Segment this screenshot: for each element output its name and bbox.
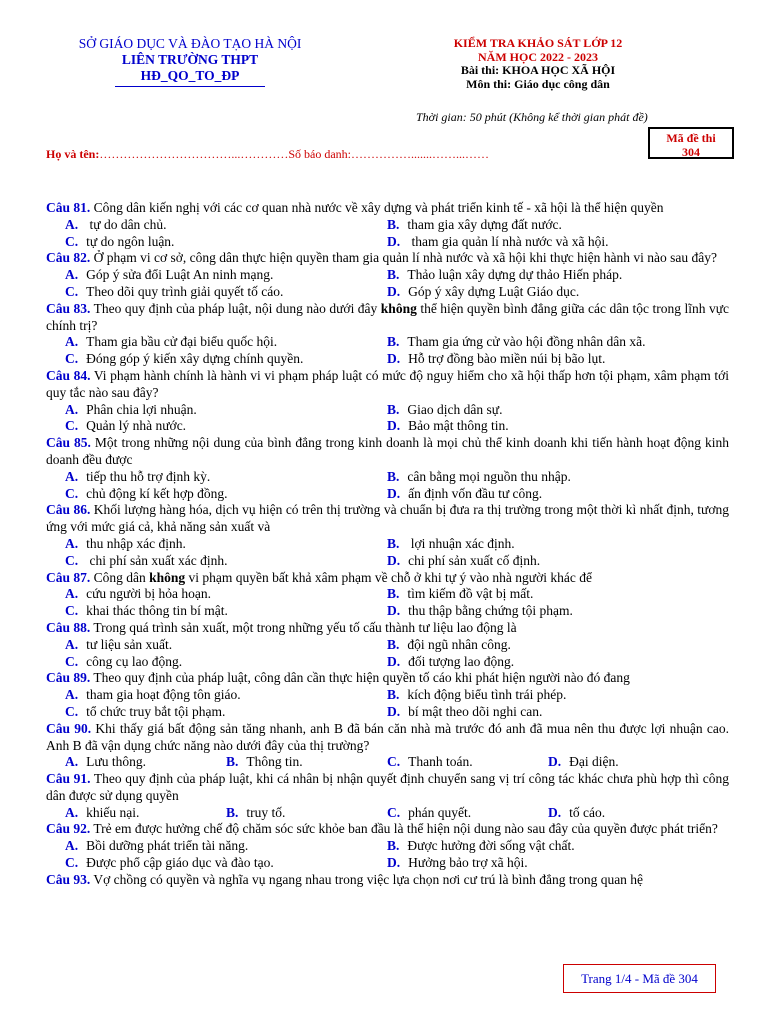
answer-option [65, 351, 303, 368]
question-number: Câu 86. [46, 502, 91, 518]
question-emphasis: không [149, 569, 186, 585]
option-row [46, 553, 729, 570]
question-stem [46, 620, 729, 637]
option-text: khiếu nại. [86, 804, 140, 820]
option-row [46, 754, 729, 771]
question-number: Câu 92. [46, 821, 91, 837]
option-letter: A. [65, 401, 79, 417]
option-text: khai thác thông tin bí mật. [86, 603, 228, 619]
option-row [46, 838, 729, 855]
question-number: Câu 84. [46, 367, 91, 383]
sbd-label: Số báo danh: [288, 147, 351, 161]
answer-option [387, 486, 542, 503]
exam-code-label: Mã đề thi [666, 131, 716, 145]
option-row [46, 351, 729, 368]
question-stem [46, 301, 729, 335]
answer-option [65, 553, 227, 570]
option-letter: D. [548, 804, 562, 820]
question-text: Khối lượng hàng hóa, dịch vụ hiện có trên thị trường và chuẩn bị đưa ra thị trường trong một thời kì nhất định, tương ứng với mức giá cả, khả năng sản xuất và [46, 502, 729, 535]
question-emphasis: không [380, 300, 417, 316]
option-row [46, 603, 729, 620]
answer-option [387, 754, 473, 771]
question-text: Một trong những nội dung của bình đẳng trong kinh doanh là mọi chủ thể kinh doanh khi tiến hành hoạt động kinh doanh đều được [46, 435, 729, 467]
option-text: chi phí sản xuất cố định. [408, 552, 541, 568]
option-row [46, 284, 729, 301]
option-letter: A. [65, 334, 79, 350]
option-text: Góp ý sửa đổi Luật An ninh mạng. [86, 267, 274, 283]
option-letter: B. [387, 401, 400, 417]
option-letter: C. [65, 855, 79, 871]
option-row [46, 687, 729, 704]
answer-option [387, 469, 571, 486]
option-text: Lưu thông. [86, 754, 146, 770]
answer-option [387, 351, 605, 368]
option-text: Giao dịch dân sự. [407, 401, 503, 417]
answer-option [387, 654, 514, 671]
option-text: Được hưởng đời sống vật chất. [407, 838, 575, 854]
answer-option [65, 418, 186, 435]
option-text: tự do ngôn luận. [86, 233, 175, 249]
option-row [46, 217, 729, 234]
answer-option [65, 855, 274, 872]
option-letter: A. [65, 838, 79, 854]
option-text: ấn định vốn đầu tư công. [408, 485, 543, 501]
question-stem [46, 502, 729, 536]
option-row [46, 855, 729, 872]
question-text: Vi phạm hành chính là hành vi vi phạm pháp luật có mức độ nguy hiểm cho xã hội thấp hơn tội phạm, xâm phạm tới quy tắc nào sau đây? [46, 367, 729, 400]
option-text: Thông tin. [246, 754, 303, 770]
option-letter: D. [387, 283, 401, 299]
option-letter: D. [387, 552, 401, 568]
sbd-blank: …………….......……...…… [351, 147, 489, 161]
option-letter: D. [387, 603, 401, 619]
question-stem [46, 435, 729, 469]
answer-option [226, 805, 285, 822]
question-number: Câu 81. [46, 200, 91, 215]
question-stem [46, 570, 729, 587]
option-letter: A. [65, 636, 79, 652]
option-row [46, 704, 729, 721]
exam-code: 304 [682, 145, 700, 159]
name-blank: ……………………………...………… [99, 147, 289, 161]
option-text: Thanh toán. [408, 754, 473, 770]
school-code: HĐ_QO_TO_ĐP [140, 68, 240, 83]
answer-option [65, 234, 174, 251]
question-number: Câu 88. [46, 619, 91, 635]
option-letter: D. [387, 351, 401, 367]
option-letter: A. [65, 267, 79, 283]
question-text: Trong quá trình sản xuất, một trong những yếu tố cấu thành tư liệu lao động là [90, 619, 517, 635]
option-letter: D. [387, 418, 401, 434]
answer-option [548, 754, 619, 771]
option-row [46, 402, 729, 419]
answer-option [387, 704, 542, 721]
option-text: phán quyết. [408, 804, 472, 820]
option-letter: C. [65, 552, 79, 568]
option-text: Theo dõi quy trình giải quyết tố cáo. [86, 283, 284, 299]
answer-option [65, 687, 241, 704]
answer-option [65, 654, 182, 671]
option-text: Hưởng bảo trợ xã hội. [408, 855, 528, 871]
question-number: Câu 89. [46, 670, 91, 686]
option-text: tư liệu sản xuất. [86, 636, 173, 652]
exam-code-box [648, 127, 734, 159]
option-text: tự do dân chủ. [86, 216, 167, 232]
answer-option [65, 637, 172, 654]
option-text: cứu người bị hỏa hoạn. [86, 586, 211, 602]
option-letter: D. [387, 703, 401, 719]
option-letter: C. [387, 804, 401, 820]
school-name: LIÊN TRƯỜNG THPT [121, 52, 259, 67]
question-text: Khi thấy giá bất động sản tăng nhanh, anh B đã bán căn nhà mà trước đó anh đã mua nên thu được lợi nhuận cao. Anh B đã vận dụng chức năng nào dưới đây của thị trường? [46, 720, 729, 753]
answer-option [65, 838, 248, 855]
option-letter: C. [65, 351, 79, 367]
answer-option [387, 586, 533, 603]
option-text: Hỗ trợ đồng bào miền núi bị bão lụt. [408, 351, 606, 367]
option-letter: D. [387, 233, 401, 249]
question-number: Câu 83. [46, 300, 91, 316]
option-letter: B. [387, 838, 400, 854]
option-text: Được phổ cập giáo dục và đào tạo. [86, 855, 274, 871]
question-stem [46, 771, 729, 805]
answer-option [387, 284, 579, 301]
option-letter: D. [548, 754, 562, 770]
option-text: tham gia quản lí nhà nước và xã hội. [408, 233, 609, 249]
question-text: Ở phạm vi cơ sở, công dân thực hiện quyền tham gia quản lí nhà nước và xã hội khi thực hiện hành vi nào sau đây? [90, 250, 717, 266]
option-letter: A. [65, 687, 79, 703]
option-text: tham gia xây dựng đất nước. [407, 216, 562, 232]
answer-option [387, 687, 566, 704]
option-text: bí mật theo dõi nghi can. [408, 703, 543, 719]
answer-option [387, 402, 502, 419]
answer-option [387, 536, 515, 553]
option-text: Phân chia lợi nhuận. [86, 401, 197, 417]
question-text: vi phạm quyền bất khả xâm phạm về chỗ ở khi tự ý vào nhà người khác để [185, 569, 592, 585]
option-text: thu nhập xác định. [86, 535, 186, 551]
option-text: Tham gia bầu cử đại biểu quốc hội. [86, 334, 278, 350]
option-row [46, 234, 729, 251]
option-letter: C. [65, 283, 79, 299]
subject-name: Môn thi: Giáo dục công dân [466, 76, 610, 91]
option-letter: D. [387, 653, 401, 669]
option-letter: C. [65, 485, 79, 501]
question-number: Câu 90. [46, 720, 92, 736]
option-letter: B. [387, 636, 400, 652]
question-text: Công dân kiến nghị với các cơ quan nhà nước về xây dựng và phát triển kinh tế - xã hội là thể hiện quyền [90, 200, 664, 215]
answer-option [387, 234, 609, 251]
option-row [46, 536, 729, 553]
time-limit: Thời gian: 50 phút (Không kể thời gian phát đề) [416, 110, 648, 124]
question-stem [46, 721, 729, 755]
answer-option [65, 334, 277, 351]
question-stem [46, 670, 729, 687]
question-text: Vợ chồng có quyền và nghĩa vụ ngang nhau trong việc lựa chọn nơi cư trú là bình đẳng trong quan hệ [90, 871, 644, 887]
answer-option [65, 603, 228, 620]
school-year: NĂM HỌC 2022 - 2023 [478, 49, 598, 64]
question-text: Theo quy định của pháp luật, công dân cần thực hiện quyền tố cáo khi phát hiện người nào đó đang [90, 670, 630, 686]
option-text: Thảo luận xây dựng dự thảo Hiến pháp. [407, 267, 623, 283]
option-row [46, 586, 729, 603]
option-text: tham gia hoạt động tôn giáo. [86, 687, 241, 703]
answer-option [387, 603, 573, 620]
option-text: chủ động kí kết hợp đồng. [86, 485, 228, 501]
answer-option [387, 418, 509, 435]
option-text: công cụ lao động. [86, 653, 183, 669]
option-letter: B. [387, 267, 400, 283]
candidate-info [46, 147, 489, 162]
option-row [46, 486, 729, 503]
answer-option [387, 838, 575, 855]
answer-option [387, 855, 528, 872]
header-right [408, 37, 668, 91]
question-number: Câu 91. [46, 771, 91, 787]
name-label: Họ và tên: [46, 147, 100, 161]
option-letter: A. [65, 586, 79, 602]
option-letter: C. [65, 703, 79, 719]
option-row [46, 334, 729, 351]
option-letter: A. [65, 804, 79, 820]
question-text: Trẻ em được hưởng chế độ chăm sóc sức khỏe ban đầu là thể hiện nội dung nào sau đây của quyền được phát triển? [90, 821, 718, 837]
option-row [46, 267, 729, 284]
option-text: Bảo mật thông tin. [408, 418, 509, 434]
answer-option [387, 637, 511, 654]
answer-option [65, 805, 139, 822]
option-text: lợi nhuận xác định. [407, 535, 515, 551]
option-text: đối tượng lao động. [408, 653, 515, 669]
option-letter: B. [226, 754, 239, 770]
option-letter: A. [65, 468, 79, 484]
option-text: cân bằng mọi nguồn thu nhập. [407, 468, 571, 484]
answer-option [65, 754, 146, 771]
test-name: Bài thi: KHOA HỌC XÃ HỘI [460, 63, 616, 77]
option-text: tố cáo. [569, 804, 606, 820]
question-stem [46, 200, 729, 217]
option-letter: C. [387, 754, 401, 770]
option-text: chi phí sản xuất xác định. [86, 552, 228, 568]
answer-option [387, 267, 622, 284]
option-letter: B. [387, 468, 400, 484]
option-letter: B. [387, 216, 400, 232]
option-text: Quản lý nhà nước. [86, 418, 187, 434]
answer-option [65, 704, 225, 721]
question-number: Câu 82. [46, 250, 91, 266]
option-row [46, 637, 729, 654]
option-text: truy tố. [246, 804, 286, 820]
header-divider [115, 86, 265, 87]
option-text: tiếp thu hỗ trợ định kỳ. [86, 468, 211, 484]
option-text: Đại diện. [569, 754, 619, 770]
option-letter: C. [65, 418, 79, 434]
option-text: thu thập bằng chứng tội phạm. [408, 603, 573, 619]
answer-option [65, 469, 210, 486]
option-letter: D. [387, 855, 401, 871]
answer-option [65, 217, 167, 234]
answer-option [65, 267, 273, 284]
option-letter: B. [387, 535, 400, 551]
answer-option [65, 486, 228, 503]
option-text: tổ chức truy bắt tội phạm. [86, 703, 226, 719]
answer-option [65, 536, 186, 553]
question-text: Theo quy định của pháp luật, nội dung nào dưới đây [90, 300, 381, 316]
option-letter: C. [65, 233, 79, 249]
question-stem [46, 872, 729, 889]
option-text: kích động biểu tình trái phép. [407, 687, 567, 703]
question-text: thể hiện quyền bình đẳng giữa các dân tộc trong lĩnh vực chính trị? [46, 300, 730, 333]
answer-option [65, 284, 283, 301]
answer-option [387, 217, 562, 234]
option-row [46, 805, 729, 822]
answer-option [387, 553, 540, 570]
option-row [46, 654, 729, 671]
option-text: đội ngũ nhân công. [407, 636, 511, 652]
answer-option [387, 334, 645, 351]
answer-option [387, 805, 471, 822]
question-text: Theo quy định của pháp luật, khi cá nhân bị nhận quyết định chuyển sang vị trí công tác khác chưa phù hợp thì công dân được sử dụng quyền [46, 771, 729, 803]
option-letter: C. [65, 653, 79, 669]
question-number: Câu 93. [46, 871, 91, 887]
question-list [46, 200, 729, 889]
option-text: Đóng góp ý kiến xây dựng chính quyền. [86, 351, 304, 367]
question-text: Công dân [90, 569, 150, 585]
page-footer: Trang 1/4 - Mã đề 304 [563, 964, 716, 993]
option-text: Góp ý xây dựng Luật Giáo dục. [408, 283, 580, 299]
option-letter: A. [65, 216, 79, 232]
option-row [46, 418, 729, 435]
option-letter: B. [226, 804, 239, 820]
question-stem [46, 250, 729, 267]
option-letter: D. [387, 485, 401, 501]
option-letter: A. [65, 535, 79, 551]
answer-option [226, 754, 303, 771]
answer-option [548, 805, 605, 822]
option-text: Bồi dưỡng phát triển tài năng. [86, 838, 249, 854]
question-stem [46, 821, 729, 838]
header-left [56, 36, 324, 87]
option-letter: B. [387, 586, 400, 602]
question-number: Câu 87. [46, 569, 91, 585]
option-letter: B. [387, 687, 400, 703]
option-letter: B. [387, 334, 400, 350]
exam-title: KIỂM TRA KHẢO SÁT LỚP 12 [453, 36, 623, 50]
option-letter: C. [65, 603, 79, 619]
answer-option [65, 402, 197, 419]
option-text: tìm kiếm đồ vật bị mất. [407, 586, 534, 602]
option-letter: A. [65, 754, 79, 770]
answer-option [65, 586, 211, 603]
question-stem [46, 368, 729, 402]
dept-name: SỞ GIÁO DỤC VÀ ĐÀO TẠO HÀ NỘI [78, 36, 302, 51]
question-number: Câu 85. [46, 435, 91, 451]
option-row [46, 469, 729, 486]
option-text: Tham gia ứng cử vào hội đồng nhân dân xã. [407, 334, 646, 350]
